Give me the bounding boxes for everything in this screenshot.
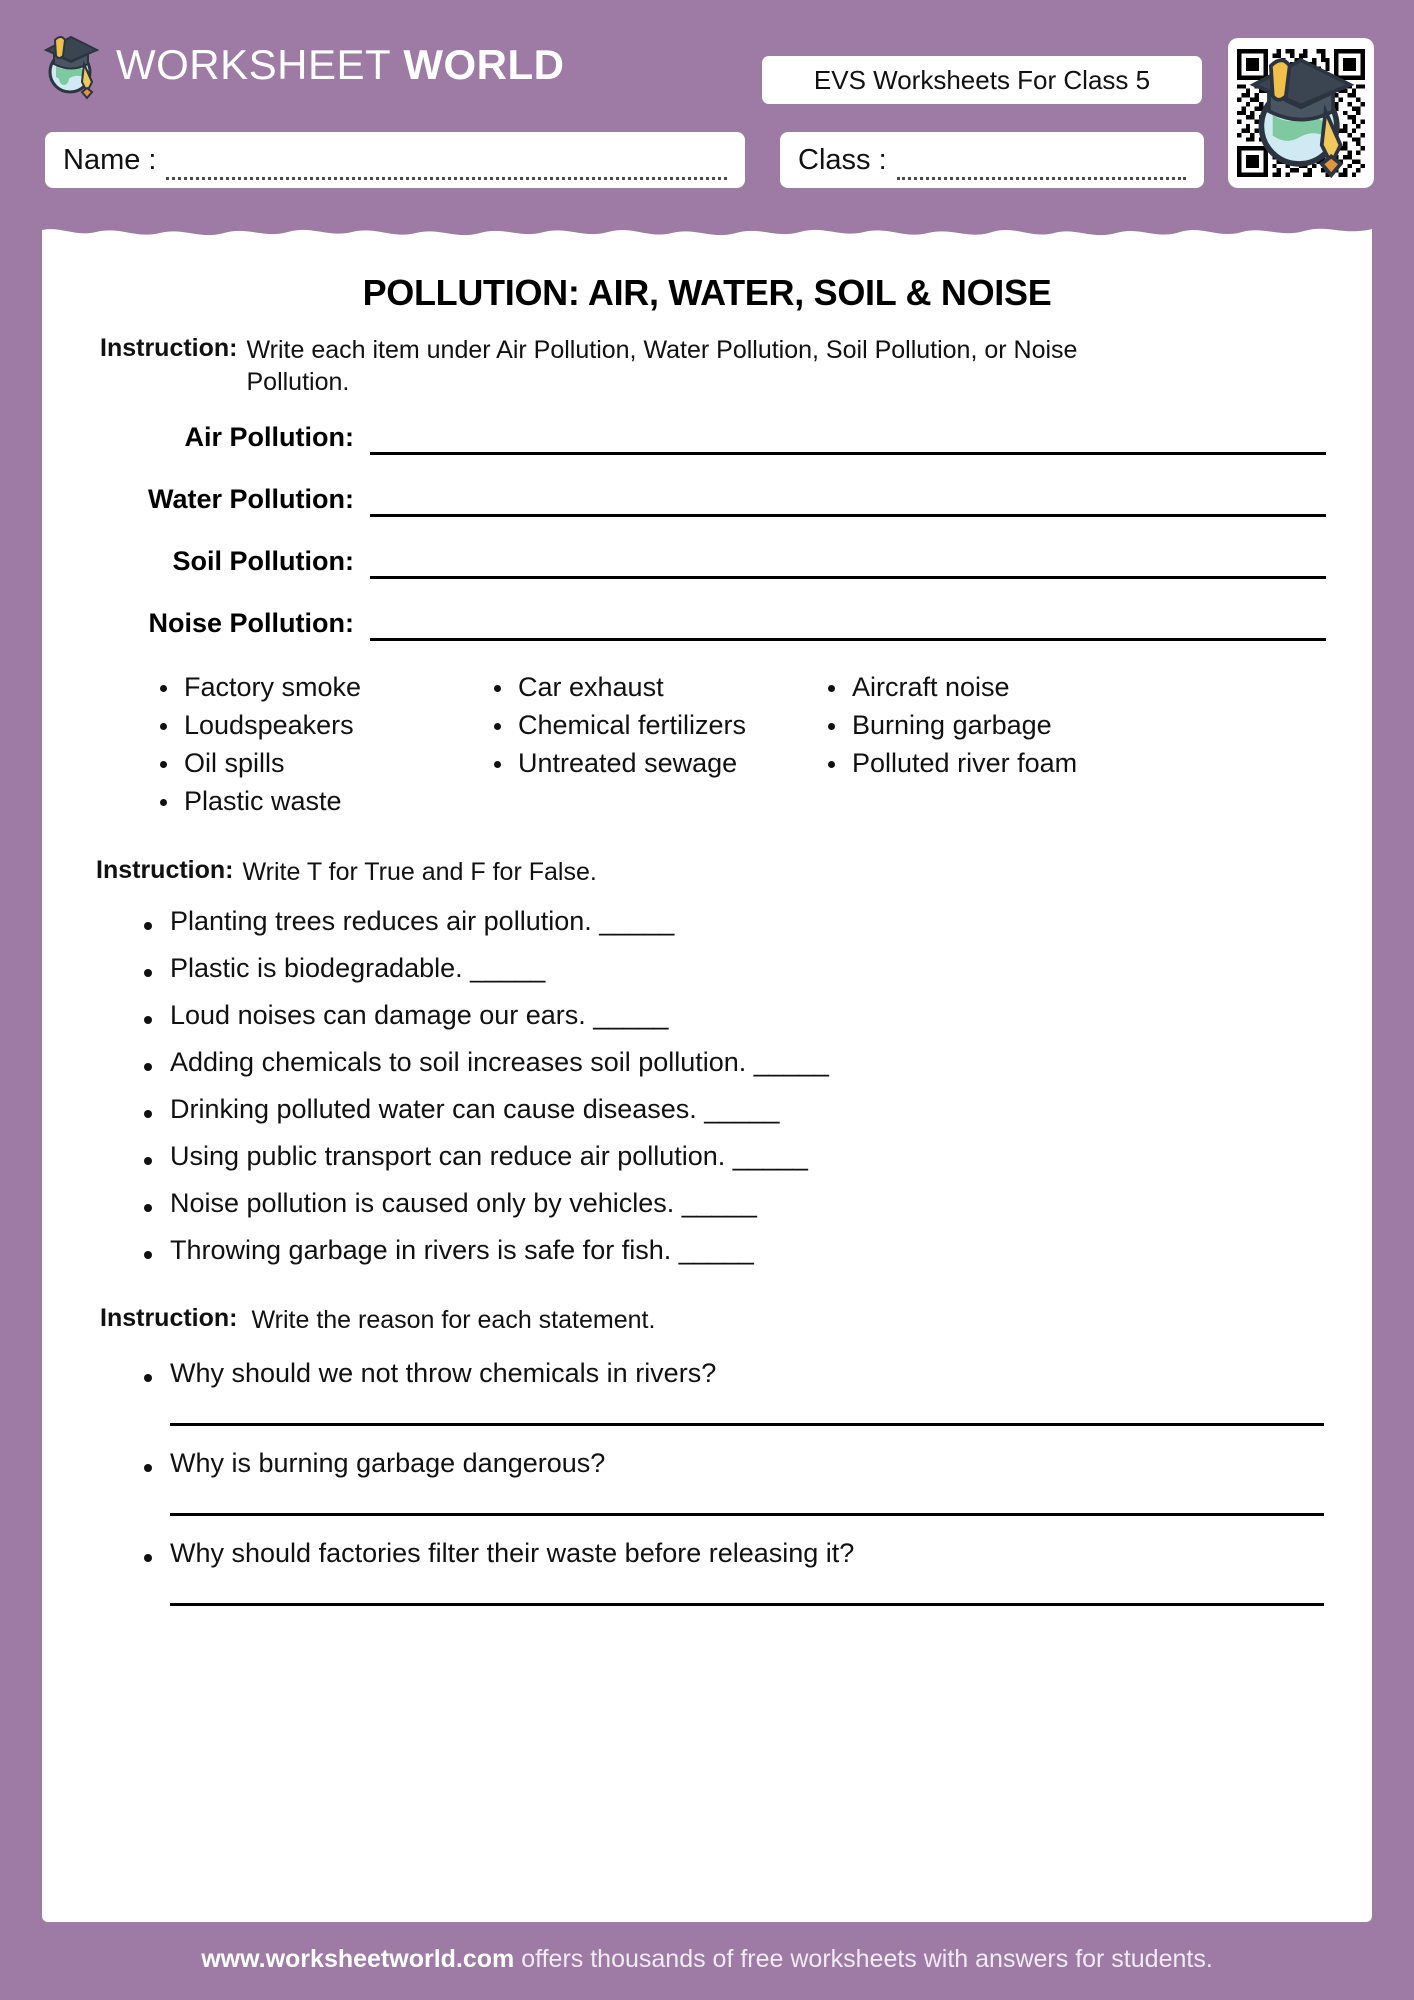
class-field[interactable]: [780, 132, 1204, 188]
qr-center-logo-icon: [1237, 47, 1365, 179]
graduation-cap-globe-pencil-logo: [40, 30, 102, 100]
reason-question-3: Why should factories filter their waste before releasing it?: [134, 1538, 1336, 1569]
category-row: [78, 422, 1336, 455]
word-bank-column-3: [818, 670, 1152, 822]
reason-item: [134, 1358, 1336, 1426]
page-footer: [0, 1945, 1414, 1974]
list-item: Plastic waste: [150, 784, 484, 818]
word-bank: [78, 670, 1336, 822]
qr-code-box[interactable]: [1228, 38, 1374, 188]
reason-questions: [78, 1358, 1336, 1606]
page-title: POLLUTION: AIR, WATER, SOIL & NOISE: [362, 272, 1052, 313]
word-bank-column-1: [150, 670, 484, 822]
list-item[interactable]: Adding chemicals to soil increases soil pollution. _____: [134, 1047, 1336, 1078]
torn-paper-edge: [42, 220, 1372, 246]
list-item[interactable]: Drinking polluted water can cause diseases. _____: [134, 1094, 1336, 1125]
brand: [40, 30, 565, 100]
category-label-water: Water Pollution:: [148, 484, 354, 514]
instruction-3: [100, 1304, 1336, 1336]
instruction-2-text: Write T for True and F for False.: [242, 858, 597, 887]
answer-line-soil[interactable]: [370, 553, 1326, 579]
worksheet-sheet: [42, 222, 1372, 1922]
reason-answer-line-2[interactable]: [170, 1513, 1324, 1516]
reason-answer-line-3[interactable]: [170, 1603, 1324, 1606]
category-label-soil: Soil Pollution:: [172, 546, 354, 576]
brand-title: [116, 41, 565, 89]
name-input[interactable]: [166, 158, 727, 180]
category-lines: [78, 422, 1336, 641]
list-item: Loudspeakers: [150, 708, 484, 742]
word-bank-column-2: [484, 670, 818, 822]
list-item: Factory smoke: [150, 670, 484, 704]
brand-title-light: WORKSHEET: [116, 41, 392, 88]
instruction-2-label: Instruction:: [96, 856, 234, 885]
instruction-1-label: Instruction:: [100, 334, 238, 362]
reason-answer-line-1[interactable]: [170, 1423, 1324, 1426]
instruction-1-text: Write each item under Air Pollution, Water Pollution, Soil Pollution, or Noise Pollution.: [246, 336, 1078, 396]
list-item: Aircraft noise: [818, 670, 1152, 704]
answer-line-water[interactable]: [370, 491, 1326, 517]
class-label: Class :: [798, 143, 887, 176]
footer-tagline: offers thousands of free worksheets with answers for students.: [514, 1945, 1213, 1973]
answer-line-air[interactable]: [370, 429, 1326, 455]
category-label-noise: Noise Pollution:: [148, 608, 354, 638]
brand-title-bold: WORLD: [403, 41, 565, 88]
reason-item: [134, 1448, 1336, 1516]
list-item: Chemical fertilizers: [484, 708, 818, 742]
page-header: [0, 0, 1414, 220]
list-item: Untreated sewage: [484, 746, 818, 780]
answer-line-noise[interactable]: [370, 615, 1326, 641]
instruction-2: [96, 856, 1336, 888]
instruction-3-label: Instruction:: [100, 1304, 238, 1333]
worksheet-body: [42, 248, 1372, 1922]
category-row: [78, 608, 1336, 641]
category-row: [78, 484, 1336, 517]
reason-question-1: Why should we not throw chemicals in rivers?: [134, 1358, 1336, 1389]
list-item: Burning garbage: [818, 708, 1152, 742]
list-item[interactable]: Planting trees reduces air pollution. _____: [134, 906, 1336, 937]
name-label: Name :: [63, 143, 157, 176]
list-item: Polluted river foam: [818, 746, 1152, 780]
instruction-3-text: Write the reason for each statement.: [251, 1306, 656, 1335]
reason-item: [134, 1538, 1336, 1606]
category-label-air: Air Pollution:: [184, 422, 354, 452]
list-item[interactable]: Noise pollution is caused only by vehicles. _____: [134, 1188, 1336, 1219]
true-false-list: [78, 906, 1336, 1266]
name-field[interactable]: [45, 132, 745, 188]
class-input[interactable]: [897, 158, 1186, 180]
instruction-1: [100, 334, 1336, 398]
subject-badge: EVS Worksheets For Class 5: [762, 56, 1202, 104]
qr-canvas: [1237, 47, 1365, 179]
reason-question-2: Why is burning garbage dangerous?: [134, 1448, 1336, 1479]
list-item[interactable]: Loud noises can damage our ears. _____: [134, 1000, 1336, 1031]
list-item[interactable]: Plastic is biodegradable. _____: [134, 953, 1336, 984]
list-item[interactable]: Using public transport can reduce air pollution. _____: [134, 1141, 1336, 1172]
list-item[interactable]: Throwing garbage in rivers is safe for fish. _____: [134, 1235, 1336, 1266]
list-item: Oil spills: [150, 746, 484, 780]
footer-url[interactable]: www.worksheetworld.com: [201, 1945, 515, 1973]
list-item: Car exhaust: [484, 670, 818, 704]
category-row: [78, 546, 1336, 579]
